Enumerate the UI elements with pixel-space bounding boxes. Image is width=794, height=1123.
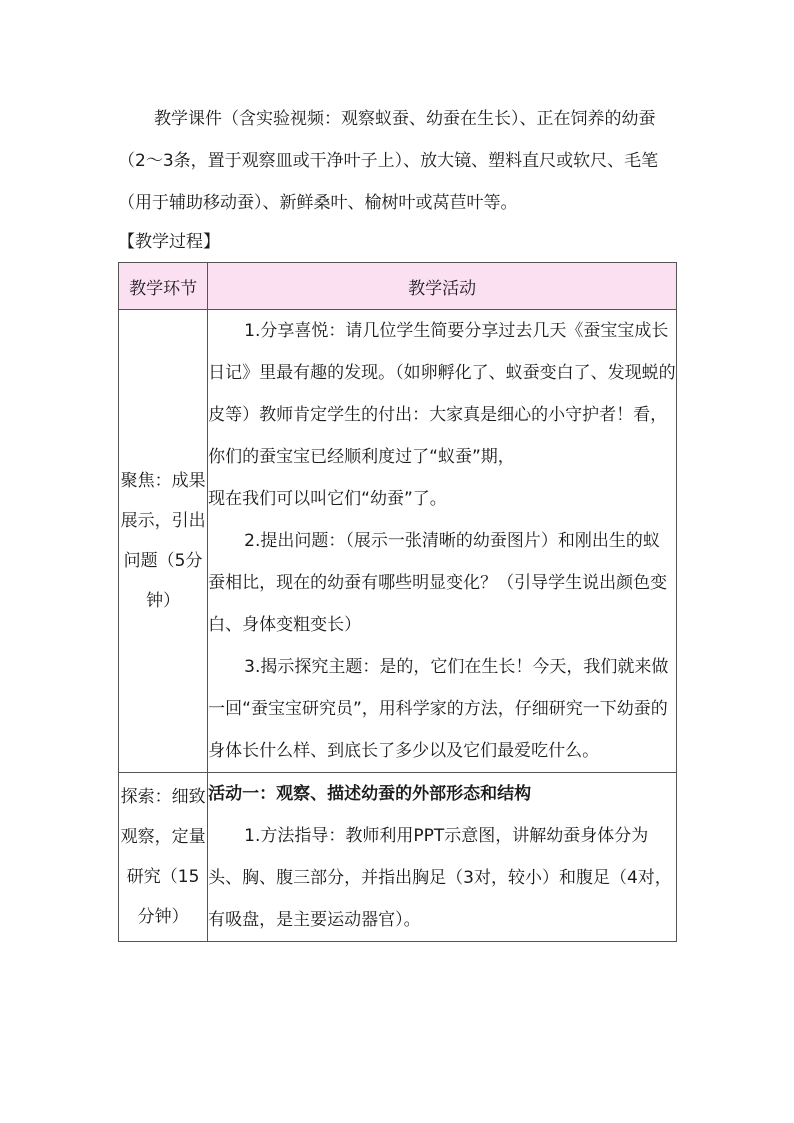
activity-cell — [208, 773, 677, 942]
stage-cell — [119, 310, 208, 773]
table-row — [119, 310, 677, 773]
activity-paragraph: 1.方法指导：教师利用PPT示意图，讲解幼蚕身体分为头、胸、腹三部分，并指出胸足（3对，较小）和腹足（4对，有吸盘，是主要运动器官）。 — [208, 826, 672, 930]
activity-cell — [208, 310, 677, 773]
stage-label: 探索：细致观察，定量研究（15分钟） — [120, 787, 206, 927]
materials-paragraph: 教学课件（含实验视频：观察蚁蚕、幼蚕在生长）、正在饲养的幼蚕（2～3条，置于观察皿或干净叶子上）、放大镜、塑料直尺或软尺、毛笔（用于辅助移动蚕）、新鲜桑叶、榆树叶或莴苣叶等。 — [118, 109, 659, 213]
stage-cell — [119, 773, 208, 942]
lesson-table — [118, 262, 677, 942]
activity-paragraph: 2.提出问题：（展示一张清晰的幼蚕图片）和刚出生的蚁蚕相比，现在的幼蚕有哪些明显变化？（引导学生说出颜色变白、身体变粗变长） — [208, 531, 668, 635]
teaching-process-heading: 【教学过程】 — [118, 232, 220, 252]
header-stage: 教学环节 — [119, 263, 208, 310]
activity-paragraph: 3.揭示探究主题：是的，它们在生长！今天，我们就来做一回“蚕宝宝研究员”，用科学家的方法，仔细研究一下幼蚕的身体长什么样、到底长了多少以及它们最爱吃什么。 — [208, 657, 669, 761]
table-row — [119, 773, 677, 942]
table-header-row — [119, 263, 677, 310]
stage-label: 聚焦：成果展示，引出问题（5分钟） — [120, 471, 206, 611]
activity-paragraph: 1.分享喜悦：请几位学生简要分享过去几天《蚕宝宝成长日记》里最有趣的发现。（如卵孵化了、蚁蚕变白了、发现蜕的皮等）教师肯定学生的付出：大家真是细心的小守护者！看，你们的蚕宝宝已经顺利度过了“蚁蚕”期， — [208, 321, 676, 467]
header-activity: 教学活动 — [208, 263, 677, 310]
activity-title: 活动一：观察、描述幼蚕的外部形态和结构 — [208, 784, 532, 804]
activity-paragraph: 现在我们可以叫它们“幼蚕”了。 — [208, 489, 447, 509]
